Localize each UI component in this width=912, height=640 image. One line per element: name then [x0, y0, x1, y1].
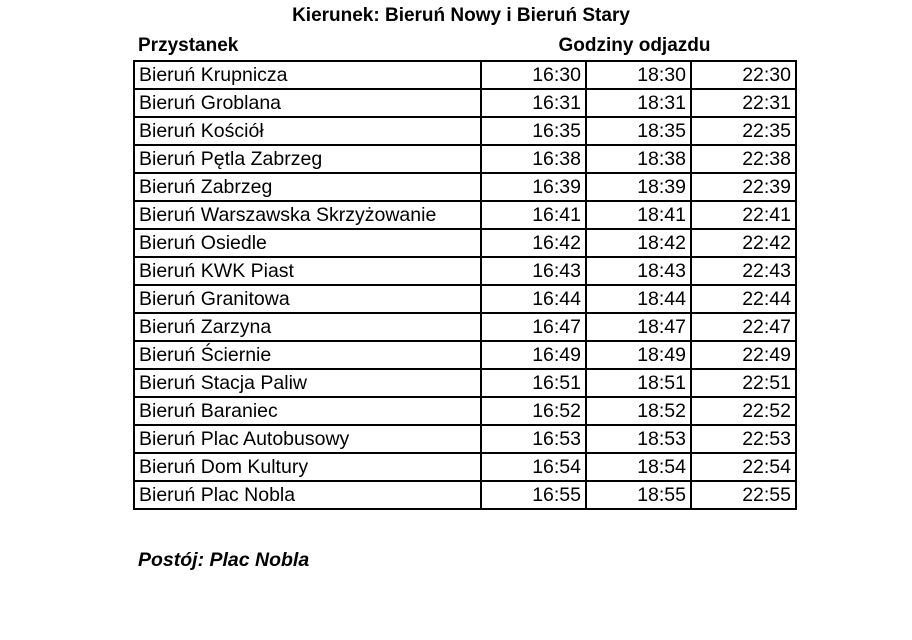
stop-name: Bieruń Kościół [134, 117, 481, 145]
timetable [133, 60, 797, 510]
table-row [134, 173, 796, 201]
departure-time: 22:30 [691, 61, 796, 89]
departure-time: 18:44 [586, 285, 691, 313]
timetable-title: Kierunek: Bieruń Nowy i Bieruń Stary [292, 5, 630, 26]
stop-name: Bieruń Warszawska Skrzyżowanie [134, 201, 481, 229]
departure-time: 22:31 [691, 89, 796, 117]
table-row [134, 257, 796, 285]
departure-time: 18:31 [586, 89, 691, 117]
departure-time: 16:49 [481, 341, 586, 369]
stop-name: Bieruń Baraniec [134, 397, 481, 425]
departure-time: 22:39 [691, 173, 796, 201]
departure-time: 16:47 [481, 313, 586, 341]
stop-name: Bieruń Plac Autobusowy [134, 425, 481, 453]
table-row [134, 145, 796, 173]
departure-time: 16:51 [481, 369, 586, 397]
departure-time: 16:41 [481, 201, 586, 229]
table-row [134, 229, 796, 257]
departure-time: 16:54 [481, 453, 586, 481]
stop-name: Bieruń Plac Nobla [134, 481, 481, 509]
departure-time: 22:38 [691, 145, 796, 173]
departure-time: 22:51 [691, 369, 796, 397]
table-row [134, 425, 796, 453]
departure-time: 16:38 [481, 145, 586, 173]
table-row [134, 285, 796, 313]
stop-name: Bieruń Pętla Zabrzeg [134, 145, 481, 173]
departure-time: 16:52 [481, 397, 586, 425]
departure-time: 22:54 [691, 453, 796, 481]
departure-time: 22:43 [691, 257, 796, 285]
table-row [134, 453, 796, 481]
table-row [134, 341, 796, 369]
departure-time: 18:51 [586, 369, 691, 397]
table-row [134, 117, 796, 145]
departure-time: 16:42 [481, 229, 586, 257]
departure-time: 16:35 [481, 117, 586, 145]
table-row [134, 397, 796, 425]
departure-time: 22:53 [691, 425, 796, 453]
timetable-body [134, 61, 796, 509]
departure-time: 22:52 [691, 397, 796, 425]
departure-time: 22:44 [691, 285, 796, 313]
departure-time: 16:44 [481, 285, 586, 313]
departure-time: 22:49 [691, 341, 796, 369]
table-row [134, 369, 796, 397]
departure-time: 18:49 [586, 341, 691, 369]
departure-time: 22:42 [691, 229, 796, 257]
stop-name: Bieruń Stacja Paliw [134, 369, 481, 397]
departure-time: 18:38 [586, 145, 691, 173]
table-row [134, 313, 796, 341]
stop-name: Bieruń KWK Piast [134, 257, 481, 285]
departure-time: 18:52 [586, 397, 691, 425]
stop-name: Bieruń Zabrzeg [134, 173, 481, 201]
departure-time: 16:43 [481, 257, 586, 285]
stop-name: Bieruń Ściernie [134, 341, 481, 369]
stop-name: Bieruń Granitowa [134, 285, 481, 313]
departure-time: 18:39 [586, 173, 691, 201]
stop-name: Bieruń Osiedle [134, 229, 481, 257]
departure-time: 18:42 [586, 229, 691, 257]
departure-time: 18:54 [586, 453, 691, 481]
departure-time: 18:53 [586, 425, 691, 453]
stop-name: Bieruń Dom Kultury [134, 453, 481, 481]
table-row [134, 89, 796, 117]
departure-time: 22:47 [691, 313, 796, 341]
departure-time: 22:41 [691, 201, 796, 229]
departure-time: 16:30 [481, 61, 586, 89]
departure-time: 18:30 [586, 61, 691, 89]
departure-time: 16:55 [481, 481, 586, 509]
terminus-note: Postój: Plac Nobla [138, 549, 310, 571]
departure-time: 16:53 [481, 425, 586, 453]
departure-time: 18:41 [586, 201, 691, 229]
stop-column-header: Przystanek [138, 35, 239, 56]
table-row [134, 61, 796, 89]
departure-time: 22:55 [691, 481, 796, 509]
table-row [134, 201, 796, 229]
table-row [134, 481, 796, 509]
stop-name: Bieruń Zarzyna [134, 313, 481, 341]
departure-time: 16:39 [481, 173, 586, 201]
departure-time: 18:35 [586, 117, 691, 145]
stop-name: Bieruń Krupnicza [134, 61, 481, 89]
stop-name: Bieruń Groblana [134, 89, 481, 117]
departure-times-header: Godziny odjazdu [558, 35, 711, 56]
departure-time: 16:31 [481, 89, 586, 117]
departure-time: 18:55 [586, 481, 691, 509]
departure-time: 22:35 [691, 117, 796, 145]
departure-time: 18:43 [586, 257, 691, 285]
departure-time: 18:47 [586, 313, 691, 341]
